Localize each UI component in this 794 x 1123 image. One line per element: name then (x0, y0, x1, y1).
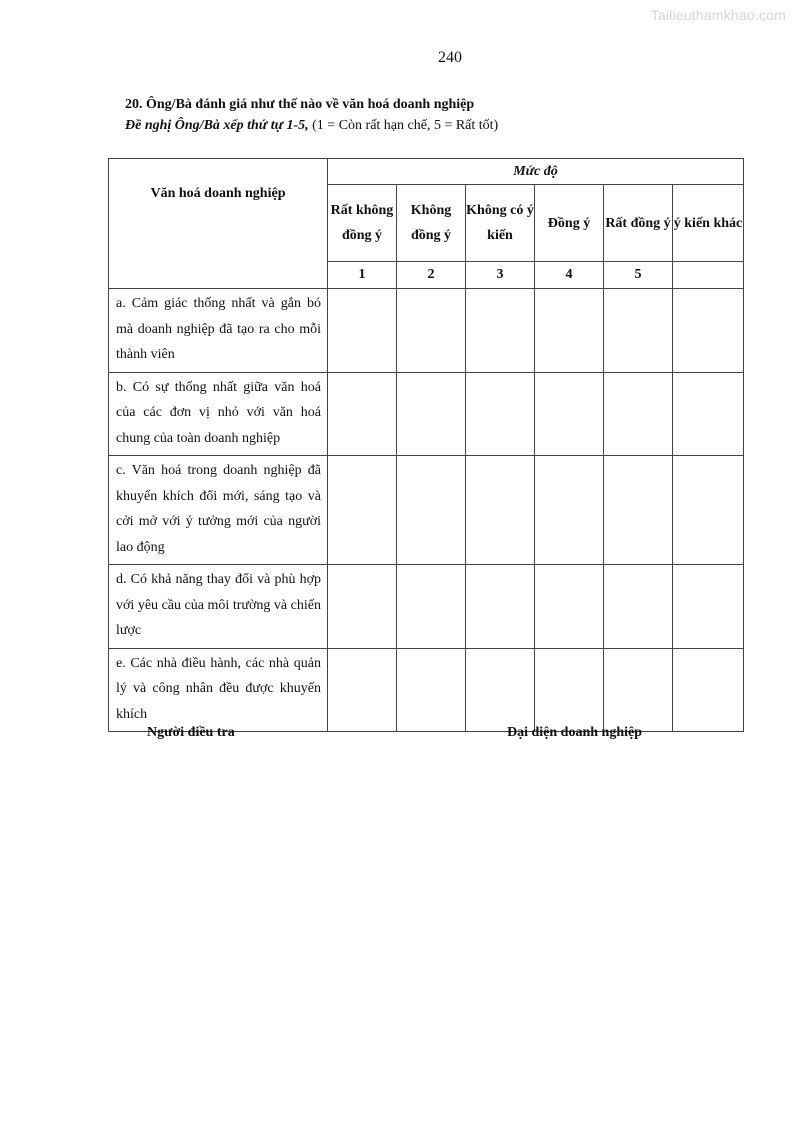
rating-cell[interactable] (397, 565, 466, 649)
item-text: e. Các nhà điều hành, các nhà quản lý và công nhân đều được khuyến khích (109, 648, 328, 732)
column-number: 5 (604, 262, 673, 289)
rating-cell[interactable] (604, 565, 673, 649)
rating-cell[interactable] (466, 289, 535, 373)
rating-cell[interactable] (604, 289, 673, 373)
rating-cell[interactable] (673, 456, 744, 565)
column-header: Không đồng ý (397, 185, 466, 262)
column-number: 3 (466, 262, 535, 289)
rating-cell[interactable] (328, 648, 397, 732)
signature-company-rep: Đại diện doanh nghiệp (507, 725, 642, 740)
column-header: Rất không đồng ý (328, 185, 397, 262)
level-group-header: Mức độ (328, 159, 744, 185)
signature-investigator: Người điều tra (147, 725, 235, 740)
question-title: 20. Ông/Bà đánh giá như thế nào về văn hoá doanh nghiệp (125, 97, 475, 112)
column-header: ý kiến khác (673, 185, 744, 262)
rating-cell[interactable] (673, 372, 744, 456)
rating-cell[interactable] (397, 372, 466, 456)
rating-cell[interactable] (466, 565, 535, 649)
column-header: Rất đồng ý (604, 185, 673, 262)
table-row (109, 648, 744, 732)
item-text: c. Văn hoá trong doanh nghiệp đã khuyến khích đổi mới, sáng tạo và cởi mở với ý tưởng mới của người lao động (109, 456, 328, 565)
rating-cell[interactable] (535, 565, 604, 649)
rating-cell[interactable] (535, 372, 604, 456)
table-row (109, 456, 744, 565)
column-number: 1 (328, 262, 397, 289)
column-number (673, 262, 744, 289)
table-row (109, 289, 744, 373)
column-number: 4 (535, 262, 604, 289)
rating-cell[interactable] (604, 372, 673, 456)
rating-cell[interactable] (673, 565, 744, 649)
rating-cell[interactable] (673, 289, 744, 373)
rating-cell[interactable] (535, 289, 604, 373)
rating-cell[interactable] (466, 648, 535, 732)
column-number: 2 (397, 262, 466, 289)
rating-cell[interactable] (328, 289, 397, 373)
instruction-scale: (1 = Còn rất hạn chế, 5 = Rất tốt) (308, 118, 499, 133)
rating-cell[interactable] (604, 648, 673, 732)
instruction-emphasis: Đề nghị Ông/Bà xếp thứ tự 1-5, (125, 118, 309, 133)
rating-cell[interactable] (466, 456, 535, 565)
row-header: Văn hoá doanh nghiệp (109, 159, 328, 289)
rating-cell[interactable] (535, 648, 604, 732)
watermark: Tailieuthamkhao.com (650, 7, 786, 23)
question-instruction (125, 118, 498, 134)
item-text: a. Cảm giác thống nhất và gắn bó mà doanh nghiệp đã tạo ra cho mỗi thành viên (109, 289, 328, 373)
rating-cell[interactable] (328, 565, 397, 649)
rating-cell[interactable] (328, 456, 397, 565)
page-number: 240 (438, 49, 462, 66)
table-row (109, 565, 744, 649)
item-text: d. Có khả năng thay đổi và phù hợp với yêu cầu của môi trường và chiến lược (109, 565, 328, 649)
rating-cell[interactable] (397, 456, 466, 565)
column-header: Không có ý kiến (466, 185, 535, 262)
rating-cell[interactable] (397, 289, 466, 373)
table-row (109, 372, 744, 456)
rating-cell[interactable] (466, 372, 535, 456)
rating-cell[interactable] (604, 456, 673, 565)
rating-cell[interactable] (673, 648, 744, 732)
item-text: b. Có sự thống nhất giữa văn hoá của các đơn vị nhỏ với văn hoá chung của toàn doanh nghiệp (109, 372, 328, 456)
rating-table (108, 158, 744, 732)
rating-cell[interactable] (535, 456, 604, 565)
rating-cell[interactable] (328, 372, 397, 456)
column-header: Đồng ý (535, 185, 604, 262)
rating-cell[interactable] (397, 648, 466, 732)
